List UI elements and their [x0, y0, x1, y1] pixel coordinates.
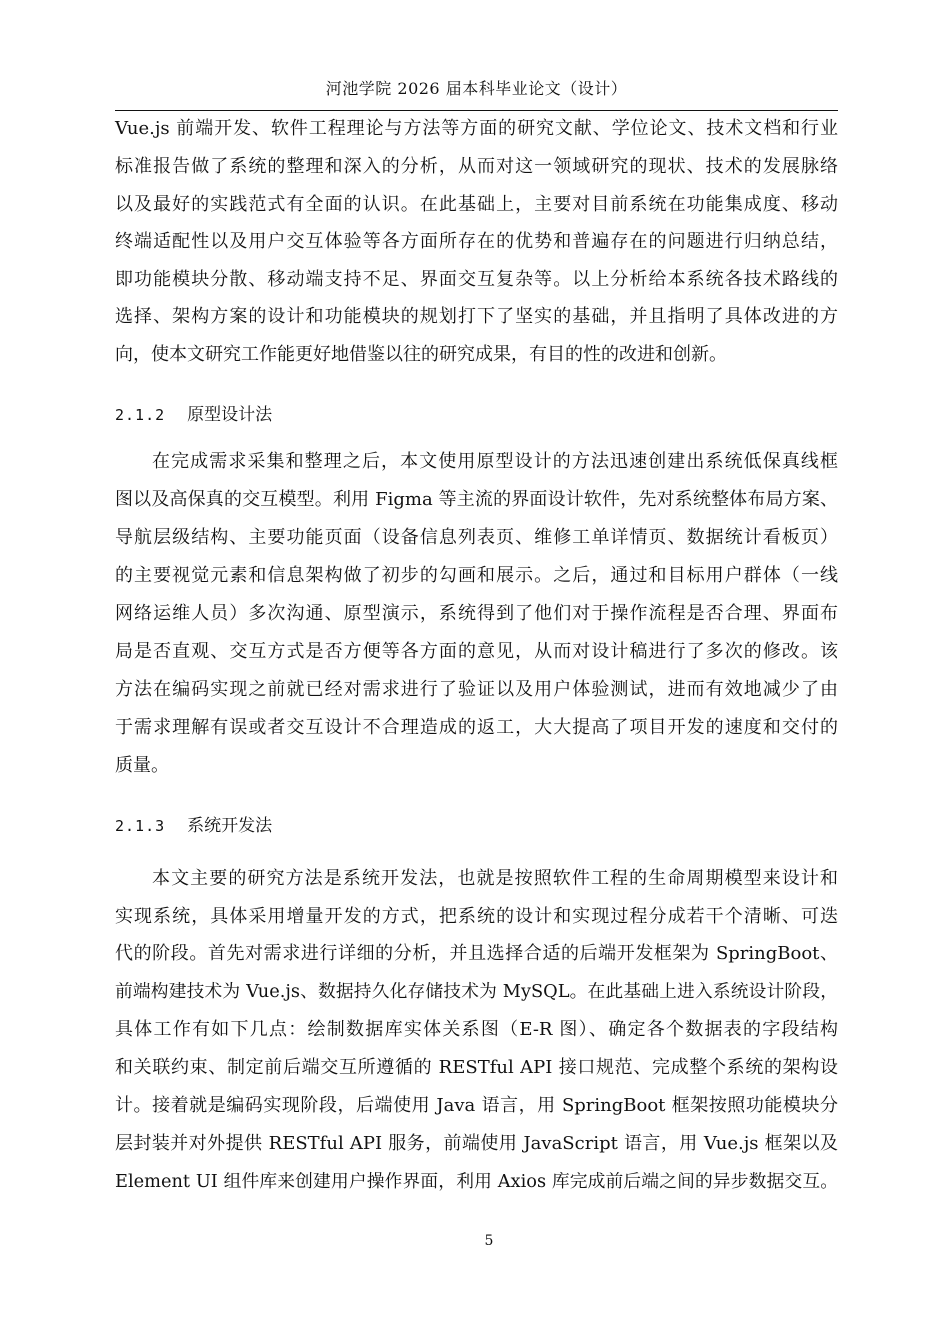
paragraph-line: 代的阶段。首先对需求进行详细的分析，并且选择合适的后端开发框架为 SpringBoot、: [115, 943, 838, 964]
section-heading-2-1-3: [115, 814, 272, 838]
paragraph-line: 标准报告做了系统的整理和深入的分析，从而对这一领域研究的现状、技术的发展脉络: [115, 156, 838, 177]
section-number: 2.1.2: [115, 406, 166, 424]
section-title: 系统开发法: [187, 816, 273, 836]
header-divider: [115, 110, 838, 111]
paragraph-line: 本文主要的研究方法是系统开发法，也就是按照软件工程的生命周期模型来设计和: [152, 868, 838, 889]
paragraph-line: 具体工作有如下几点：绘制数据库实体关系图（E-R 图）、确定各个数据表的字段结构: [115, 1019, 838, 1040]
paragraph-line: 的主要视觉元素和信息架构做了初步的勾画和展示。之后，通过和目标用户群体（一线: [115, 565, 838, 586]
paragraph-line: Element UI 组件库来创建用户操作界面，利用 Axios 库完成前后端之间的异步数据交互。: [115, 1172, 838, 1192]
section-title: 原型设计法: [187, 405, 273, 425]
paragraph-line: 于需求理解有误或者交互设计不合理造成的返工，大大提高了项目开发的速度和交付的: [115, 717, 838, 738]
paragraph-line: 层封装并对外提供 RESTful API 服务，前端使用 JavaScript 语言，用 Vue.js 框架以及: [115, 1133, 838, 1154]
paragraph-line: 和关联约束、制定前后端交互所遵循的 RESTful API 接口规范、完成整个系统的架构设: [115, 1057, 838, 1078]
paragraph-line: 选择、架构方案的设计和功能模块的规划打下了坚实的基础，并且指明了具体改进的方: [115, 306, 838, 327]
section-number: 2.1.3: [115, 817, 166, 835]
paragraph-line: 导航层级结构、主要功能页面（设备信息列表页、维修工单详情页、数据统计看板页）: [115, 527, 838, 548]
paragraph-line: 前端构建技术为 Vue.js、数据持久化存储技术为 MySQL。在此基础上进入系统设计阶段，: [115, 982, 838, 1002]
paragraph-line: 计。接着就是编码实现阶段，后端使用 Java 语言，用 SpringBoot 框架按照功能模块分: [115, 1095, 838, 1116]
paragraph-line: 网络运维人员）多次沟通、原型演示，系统得到了他们对于操作流程是否合理、界面布: [115, 603, 838, 624]
paragraph-line: 即功能模块分散、移动端支持不足、界面交互复杂等。以上分析给本系统各技术路线的: [115, 269, 838, 290]
paragraph-line: 方法在编码实现之前就已经对需求进行了验证以及用户体验测试，进而有效地减少了由: [115, 679, 838, 700]
section-heading-2-1-2: [115, 403, 272, 427]
paragraph-line: 向，使本文研究工作能更好地借鉴以往的研究成果，有目的性的改进和创新。: [115, 344, 727, 365]
paragraph-line: 质量。: [115, 755, 169, 776]
paragraph-line: 终端适配性以及用户交互体验等各方面所存在的优势和普遍存在的问题进行归纳总结，: [115, 231, 838, 252]
page-header-title: 河池学院 2026 届本科毕业论文（设计）: [325, 79, 628, 98]
paragraph-line: Vue.js 前端开发、软件工程理论与方法等方面的研究文献、学位论文、技术文档和行业: [115, 118, 838, 139]
paragraph-line: 实现系统，具体采用增量开发的方式，把系统的设计和实现过程分成若干个清晰、可迭: [115, 906, 838, 927]
page-number: 5: [484, 1233, 494, 1249]
paragraph-line: 在完成需求采集和整理之后，本文使用原型设计的方法迅速创建出系统低保真线框: [152, 451, 838, 472]
paragraph-line: 以及最好的实践范式有全面的认识。在此基础上，主要对目前系统在功能集成度、移动: [115, 194, 838, 215]
paragraph-line: 局是否直观、交互方式是否方便等各方面的意见，从而对设计稿进行了多次的修改。该: [115, 641, 838, 662]
paragraph-line: 图以及高保真的交互模型。利用 Figma 等主流的界面设计软件，先对系统整体布局方案、: [115, 489, 838, 510]
